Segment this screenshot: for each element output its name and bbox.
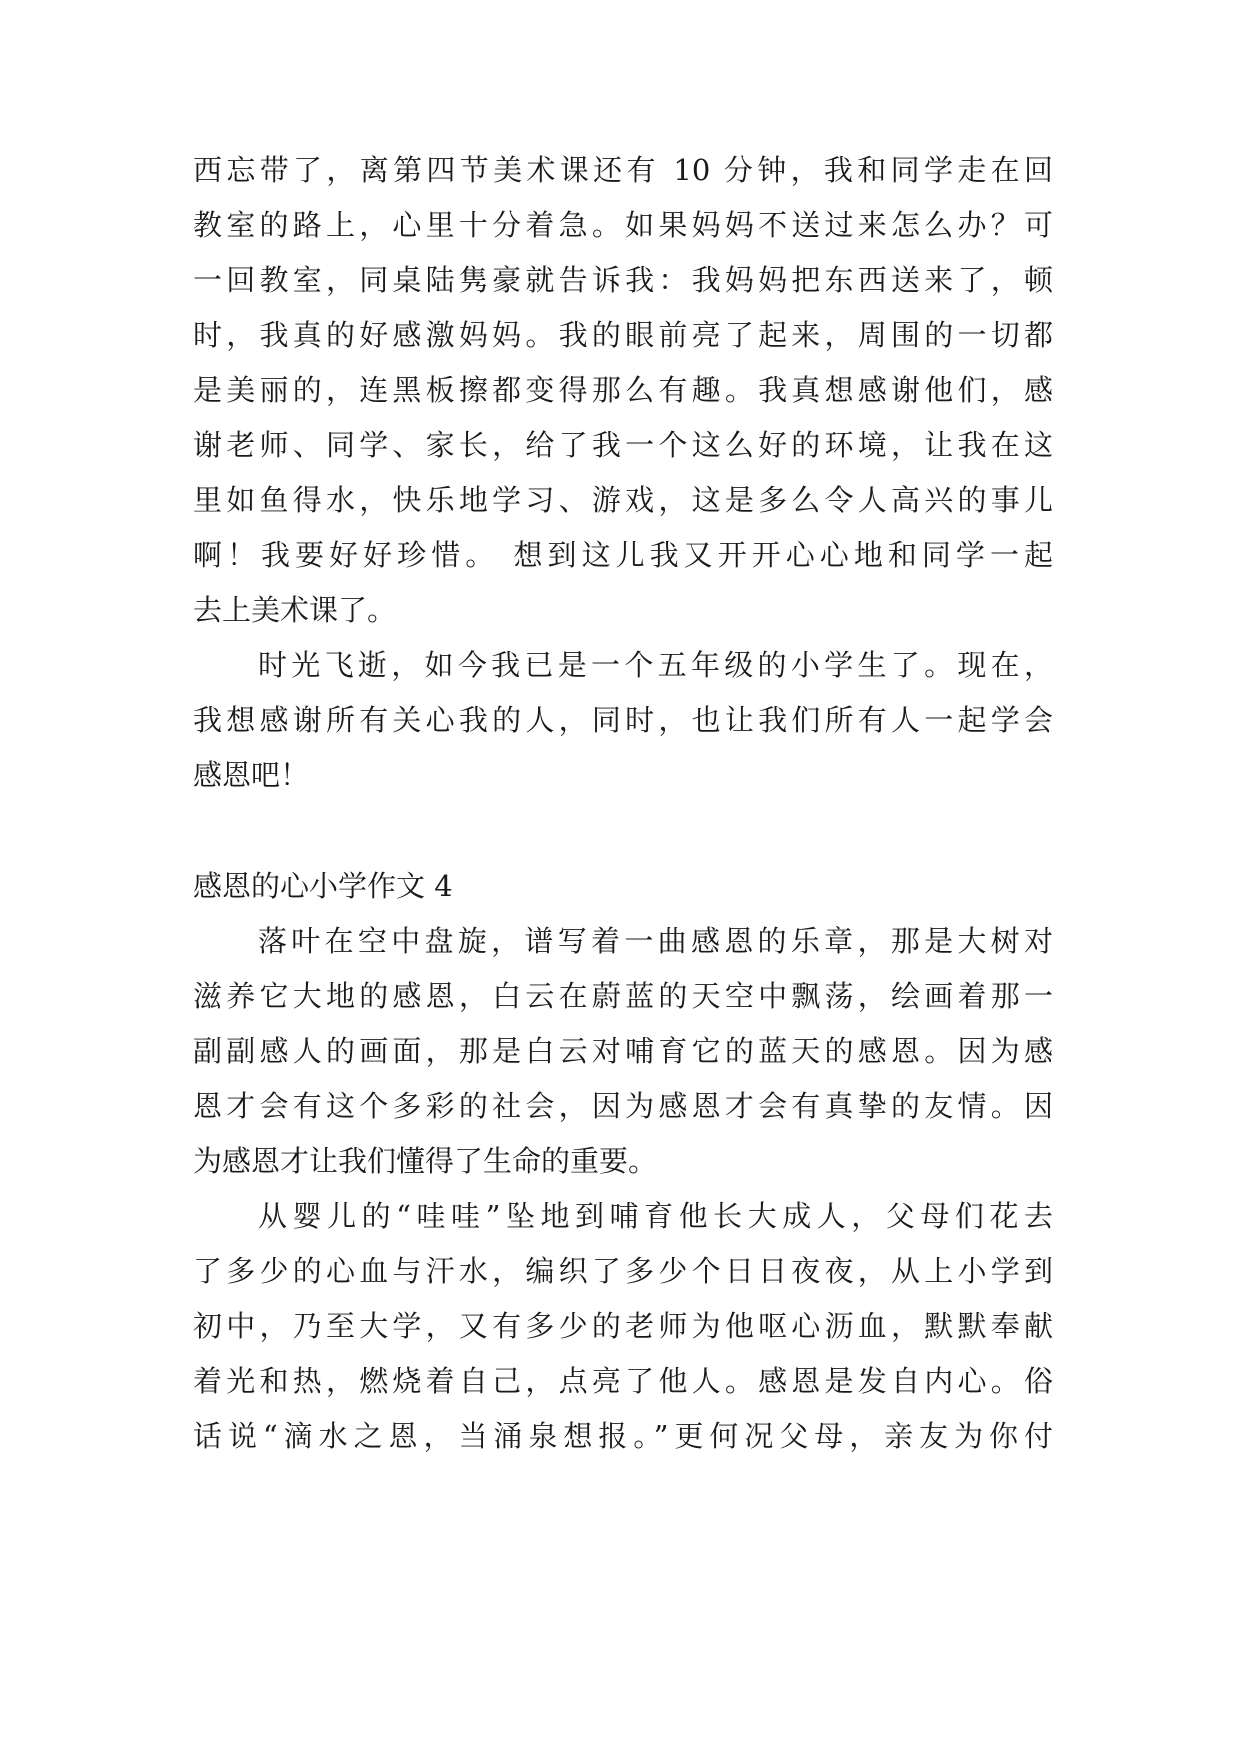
text-line: 西忘带了，离第四节美术课还有 10 分钟，我和同学走在回 — [193, 153, 1053, 187]
text-line: 副副感人的画面，那是白云对哺育它的蓝天的感恩。因为感 — [193, 1034, 1053, 1068]
text-line: 去上美术课了。 — [193, 593, 397, 627]
text-line: 是美丽的，连黑板擦都变得那么有趣。我真想感谢他们，感 — [193, 373, 1053, 407]
text-line: 滋养它大地的感恩，白云在蔚蓝的天空中飘荡，绘画着那一 — [193, 979, 1053, 1013]
text-line: 时，我真的好感激妈妈。我的眼前亮了起来，周围的一切都 — [193, 318, 1053, 352]
text-line: 恩才会有这个多彩的社会，因为感恩才会有真挚的友情。因 — [193, 1089, 1053, 1123]
text-line: 为感恩才让我们懂得了生命的重要。 — [193, 1144, 658, 1178]
text-line: 着光和热，燃烧着自己，点亮了他人。感恩是发自内心。俗 — [193, 1364, 1053, 1398]
text-line: 我想感谢所有关心我的人，同时，也让我们所有人一起学会 — [193, 703, 1053, 737]
paragraph-first-line: 时光飞逝，如今我已是一个五年级的小学生了。现在， — [258, 648, 1053, 682]
text-line: 里如鱼得水，快乐地学习、游戏，这是多么令人高兴的事儿 — [193, 483, 1053, 517]
paragraph-first-line: 落叶在空中盘旋，谱写着一曲感恩的乐章，那是大树对 — [258, 924, 1053, 958]
text-line: 初中，乃至大学，又有多少的老师为他呕心沥血，默默奉献 — [193, 1309, 1053, 1343]
text-line: 教室的路上，心里十分着急。如果妈妈不送过来怎么办？可 — [193, 208, 1053, 242]
text-line: 一回教室，同桌陆隽豪就告诉我：我妈妈把东西送来了，顿 — [193, 263, 1053, 297]
text-line: 了多少的心血与汗水，编织了多少个日日夜夜，从上小学到 — [193, 1254, 1053, 1288]
text-line: 话说“滴水之恩，当涌泉想报。”更何况父母，亲友为你付 — [193, 1419, 1053, 1453]
paragraph-first-line: 从婴儿的“哇哇”坠地到哺育他长大成人，父母们花去 — [258, 1199, 1053, 1233]
text-line: 谢老师、同学、家长，给了我一个这么好的环境，让我在这 — [193, 428, 1053, 462]
text-line: 感恩吧！ — [193, 758, 310, 792]
text-line: 啊！我要好好珍惜。 想到这儿我又开开心心地和同学一起 — [193, 538, 1053, 572]
section-heading: 感恩的心小学作文 4 — [193, 869, 453, 903]
